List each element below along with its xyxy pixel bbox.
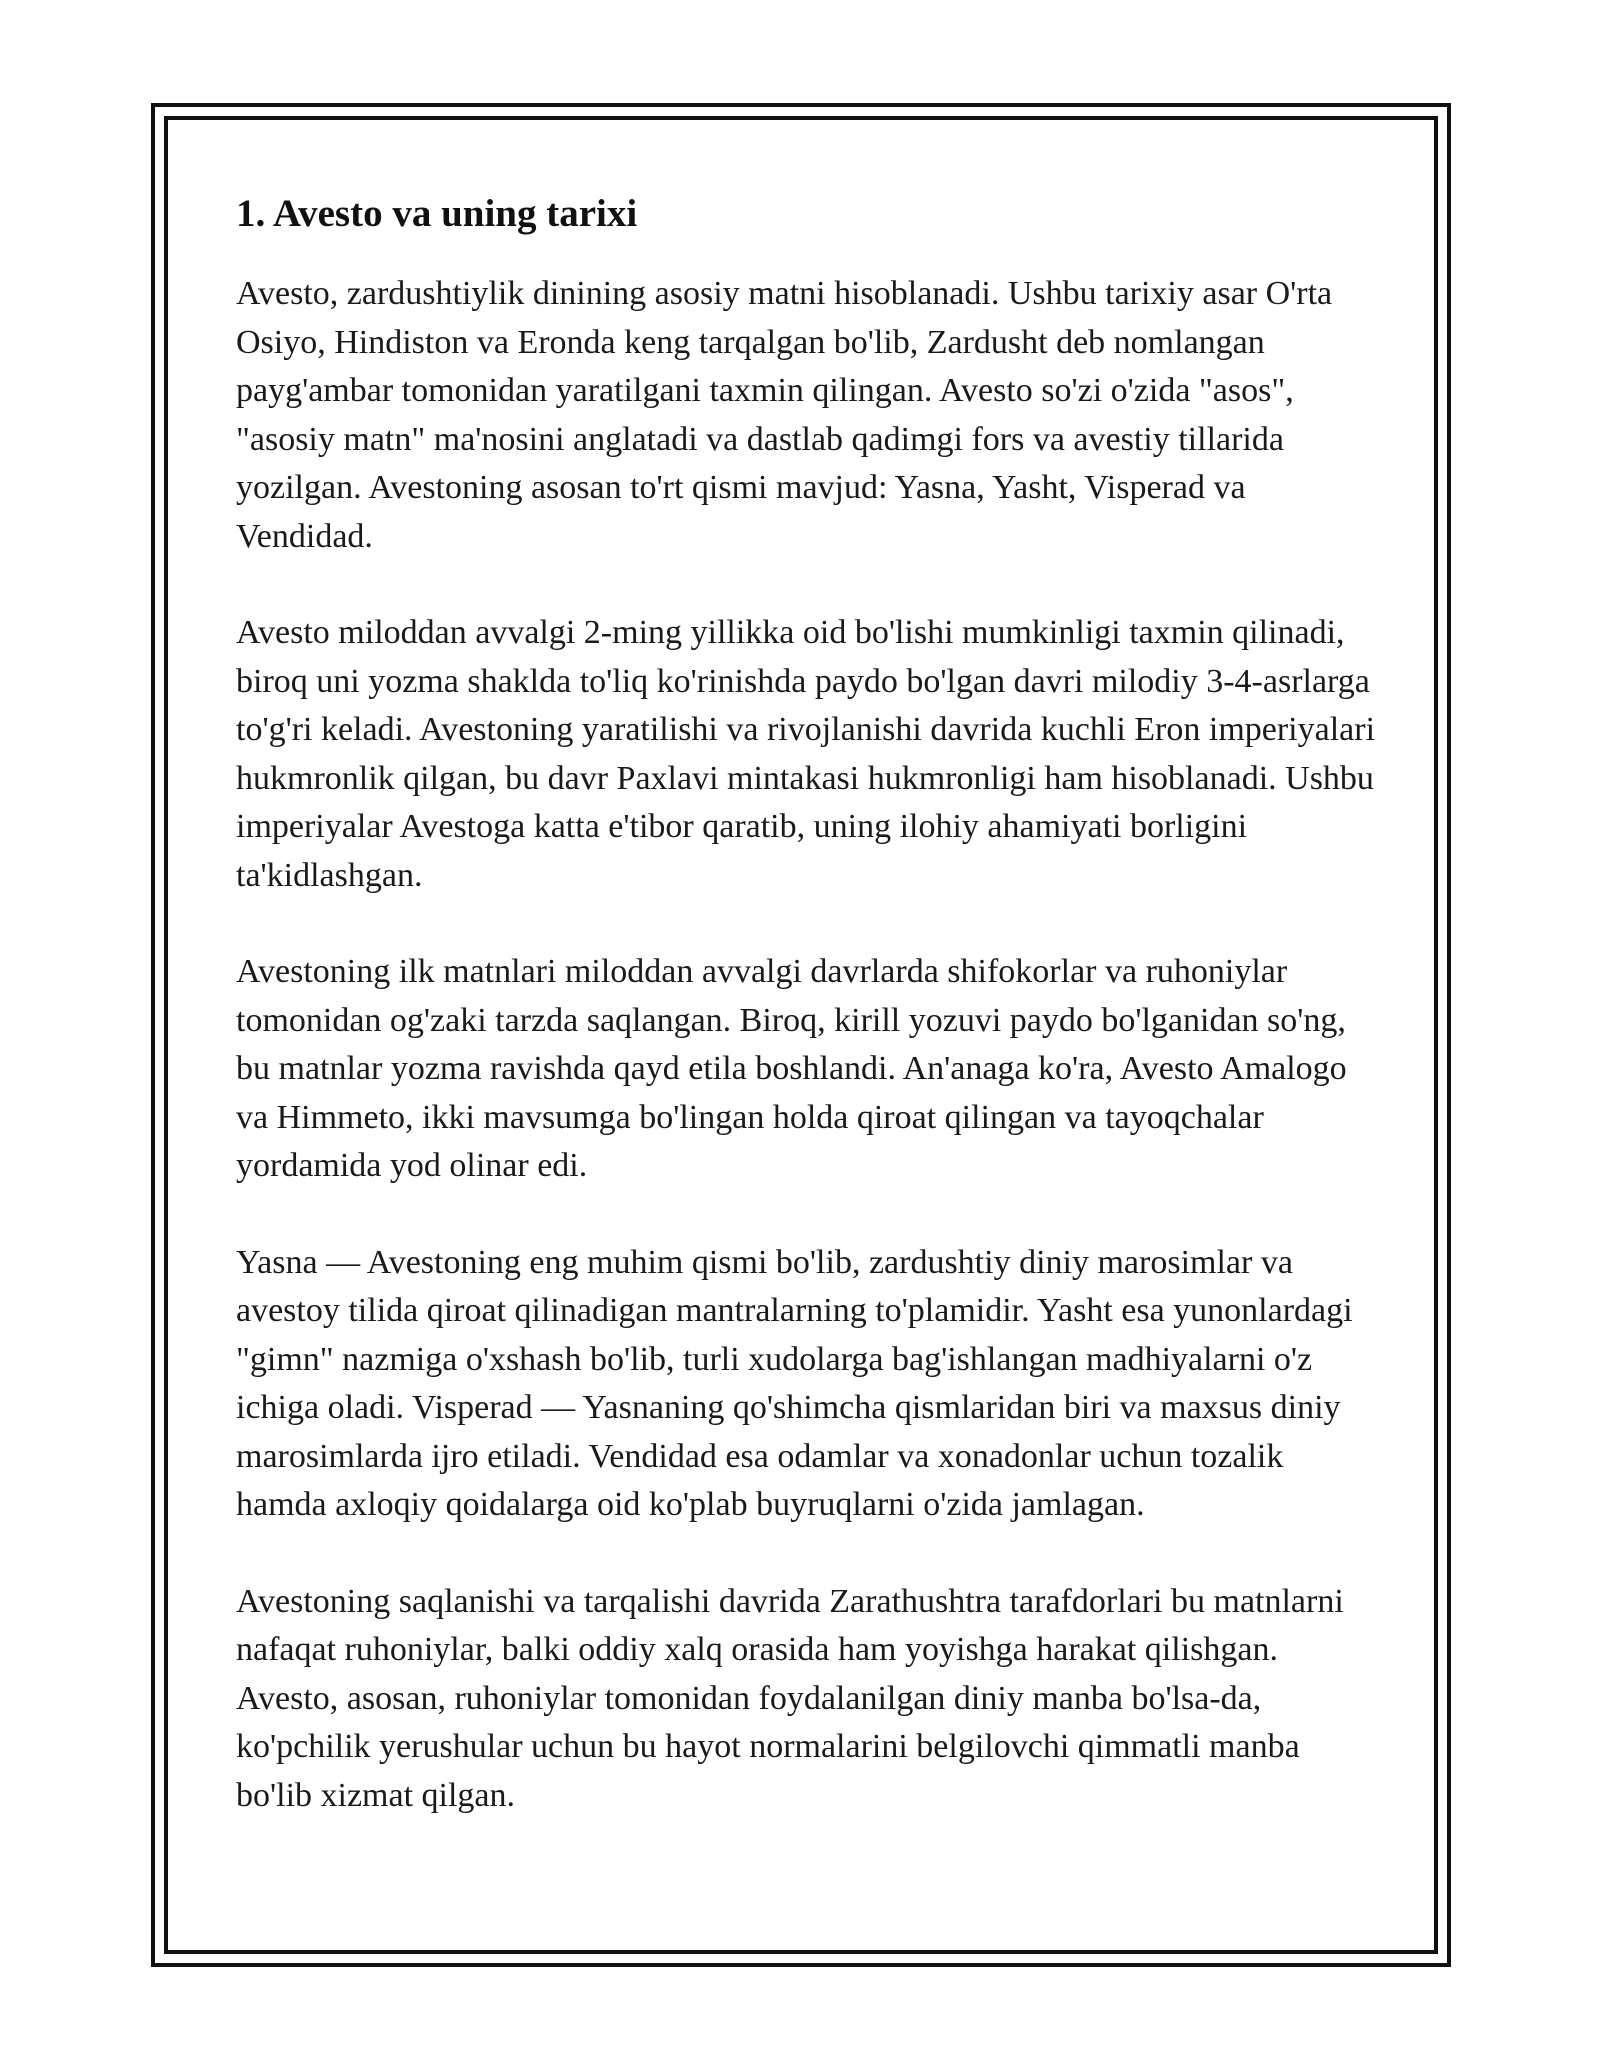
paragraph-4: Yasna — Avestoning eng muhim qismi bo'lib, zardushtiy diniy marosimlar va avestoy tilida qiroat qilinadigan mantralarning to'plamidir. Yasht esa yunonlardagi "gimn" nazmiga o'xshash bo'lib, turli xudolarga bag'ishlangan madhiyalarni o'z ichiga oladi. Visperad — Yasnaning qo'shimcha qismlaridan biri va maxsus diniy marosimlarda ijro etiladi. Vendidad esa odamlar va xonadonlar uchun tozalik hamda axloqiy qoidalarga oid ko'plab buyruqlarni o'zida jamlagan. [236,1243,1353,1523]
paragraph-5: Avestoning saqlanishi va tarqalishi davrida Zarathushtra tarafdorlari bu matnlarni nafaqat ruhoniylar, balki oddiy xalq orasida ham yoyishga harakat qilishgan. Avesto, asosan, ruhoniylar tomonidan foydalanilgan diniy manba bo'lsa-da, ko'pchilik yerushular uchun bu hayot normalarini belgilovchi qimmatli manba bo'lib xizmat qilgan. [236,1582,1344,1814]
paragraph-2: Avesto miloddan avvalgi 2-ming yillikka oid bo'lishi mumkinligi taxmin qilinadi, biroq uni yozma shaklda to'liq ko'rinishda paydo bo'lgan davri milodiy 3-4-asrlarga to'g'ri keladi. Avestoning yaratilishi va rivojlanishi davrida kuchli Eron imperiyalari hukmronlik qilgan, bu davr Paxlavi mintakasi hukmronligi ham hisoblanadi. Ushbu imperiyalar Avestoga katta e'tibor qaratib, uning ilohiy ahamiyati borligini ta'kidlashgan. [236,614,1376,894]
paragraph-1: Avesto, zardushtiylik dinining asosiy matni hisoblanadi. Ushbu tarixiy asar O'rta Osiyo, Hindiston va Eronda keng tarqalgan bo'lib, Zardusht deb nomlangan payg'ambar tomonidan yaratilgani taxmin qilingan. Avesto so'zi o'zida "asos", "asosiy matn" ma'nosini anglatadi va dastlab qadimgi fors va avestiy tillarida yozilgan. Avestoning asosan to'rt qismi mavjud: Yasna, Yasht, Visperad va Vendidad. [236,275,1333,555]
document-body [236,188,1376,1868]
paragraph-3: Avestoning ilk matnlari miloddan avvalgi davrlarda shifokorlar va ruhoniylar tomonidan og'zaki tarzda saqlangan. Biroq, kirill yozuvi paydo bo'lganidan so'ng, bu matnlar yozma ravishda qayd etila boshlandi. An'anaga ko'ra, Avesto Amalogo va Himmeto, ikki mavsumga bo'lingan holda qiroat qilingan va tayoqchalar yordamida yod olinar edi. [236,953,1347,1184]
section-heading: 1. Avesto va uning tarixi [236,192,638,235]
